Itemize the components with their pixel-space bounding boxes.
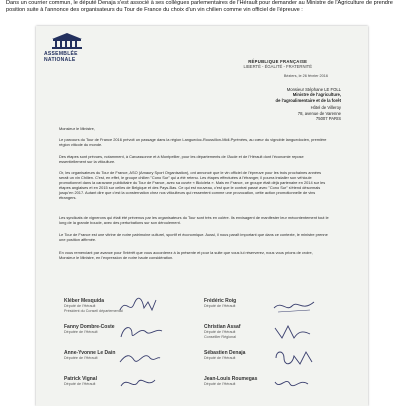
signatory-role: Députée de l'Hérault: [64, 330, 98, 334]
handwritten-signature: [272, 322, 312, 342]
republic-title: RÉPUBLIQUE FRANÇAISE: [248, 59, 308, 64]
signatory-block: [204, 298, 344, 324]
signatory-role: Députée de l'Hérault: [64, 356, 98, 360]
recipient-title-1: Ministre de l'agriculture,: [292, 92, 341, 98]
republic-motto: LIBERTÉ - ÉGALITÉ - FRATERNITÉ: [243, 64, 312, 69]
signatory-name: Sébastien Denaja: [204, 350, 246, 356]
handwritten-signature: [118, 296, 158, 316]
paragraph-6: En vous remerciant par avance pour l'intérêt que vous accorderez à la présente et pour la suite que vous lui réserverez, nous vous prions de croire, Monsieur le Ministre, en l'expression de notre haute considération.: [59, 250, 313, 260]
paragraph-4: Les syndicats de vignerons qui était été prévenus par les organisateurs du Tour sont très en colère. Ils envisagent de manifester leur mécontentement tout le long de la grande boucle, avec des perturbations sur son déroulement.: [59, 215, 329, 225]
paragraph-5: Le Tour de France est une vitrine de notre patrimoine culturel, sportif et économique. Aussi, il nous paraît important que dans ce contexte, le ministre prenne une position affirmée.: [59, 232, 328, 242]
intro-text: Dans un courrier commun, le député Denaja s'est associé à ses collègues parlementaires de l'Hérault pour demander au Ministre de l'Agriculture de prendre position suite à l'annonce des organisateurs du Tour de France du choix d'un vin chilien comme vin officiel de l'épreuve :: [6, 0, 393, 14]
signatory-role: Député de l'Hérault: [204, 330, 236, 334]
signatory-name: Jean-Louis Roumegas: [204, 376, 258, 382]
handwritten-signature: [272, 374, 312, 392]
signatory-name: Kléber Mesquida: [64, 298, 105, 304]
recipient-address-1: Hôtel de Villeroy: [310, 105, 341, 111]
recipient-name: Monsieur Stéphane LE FOLL: [286, 87, 341, 92]
signatory-role: Député de l'Hérault: [64, 304, 96, 308]
handwritten-signature: [118, 348, 162, 368]
signatory-name: Frédéric Roig: [204, 298, 237, 304]
signatory-block: [204, 350, 344, 376]
signatory-block: [64, 324, 204, 350]
signatory-role: Député de l'Hérault: [204, 304, 236, 308]
signatory-name: Fanny Dombre-Coste: [64, 324, 115, 330]
signatory-block: [64, 376, 204, 402]
recipient-address-3: 75007 PARIS: [315, 116, 341, 122]
signatory-extra: Président du Conseil départemental: [64, 308, 123, 313]
signatory-block: [204, 324, 344, 350]
handwritten-signature: [118, 322, 164, 342]
paragraph-1: Le parcours du Tour de France 2016 prévoit un passage dans la région Languedoc-Roussillon-Midi-Pyrénées, au cœur du vignoble languedocien, première région viticole du monde.: [59, 137, 327, 147]
paragraph-2: Des étapes sont prévues, notamment, à Carcassonne et à Montpellier, pour les départements de l'Aude et de l'Hérault dont l'économie repose essentiellement sur la viticulture.: [59, 154, 304, 164]
letter-date: Béziers, le 26 février 2016: [283, 74, 328, 78]
signatory-name: Anne-Yvonne Le Dain: [64, 350, 116, 356]
assemblee-nationale-logo: [44, 32, 104, 63]
paragraph-3: Or, les organisateurs du Tour de France, ASO (Amaury Sport Organisation), ont annoncé que le vin officiel de l'épreuve pour les trois prochaines années serait un vin Chilien. C'est, en effet, le groupe chilien "Cono Sur" qui a été retenu. Les étapes effectuées à l'étranger, il pourra installer son véhicule promotionnel dans la caravane publicitaire du Tour de France, avec sa cuvée « Bicicleta ». Mais en France, ce groupe était déjà partenaire en 2014 sur les étapes anglaises et en 2015 sur celles de Belgique et des Pays-Bas. Ce qui est nouveau, c'est que le contrat passé avec "Cono Sur" s'étend désormais jusqu'en 2017. Autant dire que c'est la consternation chez nos viticulteurs qui ressentent comme une provocation, cette action promotionnelle de vins étrangers.: [59, 170, 326, 200]
assemblee-building-icon: [50, 32, 84, 50]
letterhead-line1: ASSEMBLÉE: [44, 51, 78, 57]
signatory-block: [64, 298, 204, 324]
signatory-role: Député de l'Hérault: [204, 382, 236, 386]
republic-header: [244, 59, 312, 69]
recipient-address-2: 78, avenue de Varenne: [297, 110, 341, 116]
signatory-name: Patrick Vignal: [64, 376, 97, 382]
recipient-title-2: de l'agroalimentaire et de la forêt: [275, 97, 341, 103]
signatory-block: [204, 376, 344, 402]
signatory-block: [64, 350, 204, 376]
signatory-role: Député de l'Hérault: [204, 356, 236, 360]
signatures-grid: [64, 298, 344, 402]
salutation: Monsieur le Ministre,: [59, 126, 95, 131]
handwritten-signature: [272, 296, 316, 316]
handwritten-signature: [118, 374, 158, 392]
signatory-role: Député de l'Hérault: [64, 382, 96, 386]
signatory-extra: Conseiller Régional: [204, 334, 236, 339]
handwritten-signature: [272, 348, 316, 368]
signatory-name: Christian Assaf: [204, 324, 241, 330]
letter-sheet: [36, 26, 368, 406]
letterhead-line2: NATIONALE: [44, 56, 76, 63]
recipient-block: [211, 87, 341, 121]
